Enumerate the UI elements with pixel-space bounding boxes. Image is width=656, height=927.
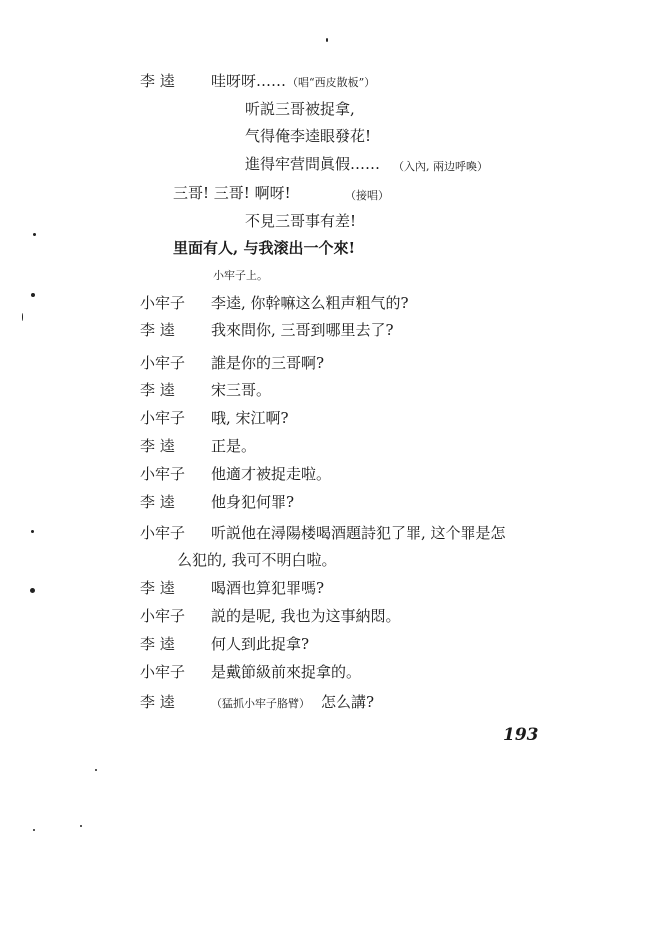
scan-speck <box>30 588 35 593</box>
speaker-label: 李 逵 <box>140 437 175 455</box>
dialogue-text: 説的是呢, 我也为这事納悶。 <box>211 607 401 625</box>
stage-direction: （入內, 兩边呼喚） <box>393 160 488 173</box>
song-line: 听説三哥被捉拿, <box>245 100 355 118</box>
scan-speck <box>22 313 23 321</box>
scan-speck <box>95 769 97 771</box>
stage-direction: （猛抓小牢子胳臂） <box>211 697 310 710</box>
speaker-label: 小牢子 <box>140 354 186 372</box>
scan-speck <box>31 530 34 533</box>
scan-speck <box>33 829 35 831</box>
dialogue-text: 誰是你的三哥啊? <box>211 354 325 372</box>
speaker-label: 小牢子 <box>140 294 186 312</box>
dialogue-text: 他身犯何罪? <box>211 493 295 511</box>
dialogue-text: 么犯的, 我可不明白啦。 <box>177 551 337 569</box>
dialogue-text: 里面有人, 与我滚出一个來! <box>173 239 356 257</box>
dialogue-text: 是戴節級前來捉拿的。 <box>211 663 362 681</box>
speaker-label: 李 逵 <box>140 579 175 597</box>
speaker-label: 小牢子 <box>140 465 186 483</box>
dialogue-text: 喝酒也算犯罪嗎? <box>211 579 325 597</box>
dialogue-text: 正是。 <box>211 437 257 455</box>
scan-speck <box>80 825 82 827</box>
speaker-label: 小牢子 <box>140 524 186 542</box>
stage-direction: 小牢子上。 <box>213 269 268 282</box>
song-line: 不見三哥事有差! <box>245 212 357 230</box>
page-number: 193 <box>503 725 539 745</box>
song-line: 气得俺李逵眼發花! <box>245 127 372 145</box>
dialogue-text: 哦, 宋江啊? <box>211 409 289 427</box>
song-line: 進得牢营問眞假…… <box>245 155 381 173</box>
stage-direction: （唱“西皮散板”） <box>287 76 376 89</box>
scan-speck <box>33 233 36 236</box>
dialogue-text: 宋三哥。 <box>211 381 272 399</box>
dialogue-text: 三哥! 三哥! 啊呀! <box>173 184 291 202</box>
stage-direction: （接唱） <box>345 189 389 202</box>
dialogue-text: 我來問你, 三哥到哪里去了? <box>211 321 394 339</box>
speaker-label: 李 逵 <box>140 693 175 711</box>
dialogue-text: 他適才被捉走啦。 <box>211 465 332 483</box>
dialogue-text: 怎么講? <box>321 693 375 711</box>
scan-speck <box>326 38 328 42</box>
speaker-label: 李 逵 <box>140 493 175 511</box>
scan-speck <box>31 293 35 297</box>
dialogue-text: 哇呀呀…… <box>211 72 287 90</box>
speaker-label: 李 逵 <box>140 72 175 90</box>
dialogue-text: 听説他在潯陽楼喝酒題詩犯了罪, 这个罪是怎 <box>211 524 506 542</box>
speaker-label: 李 逵 <box>140 321 175 339</box>
speaker-label: 小牢子 <box>140 607 186 625</box>
dialogue-text: 李逵, 你幹嘛这么粗声粗气的? <box>211 294 409 312</box>
speaker-label: 小牢子 <box>140 409 186 427</box>
speaker-label: 小牢子 <box>140 663 186 681</box>
speaker-label: 李 逵 <box>140 381 175 399</box>
dialogue-text: 何人到此捉拿? <box>211 635 310 653</box>
speaker-label: 李 逵 <box>140 635 175 653</box>
